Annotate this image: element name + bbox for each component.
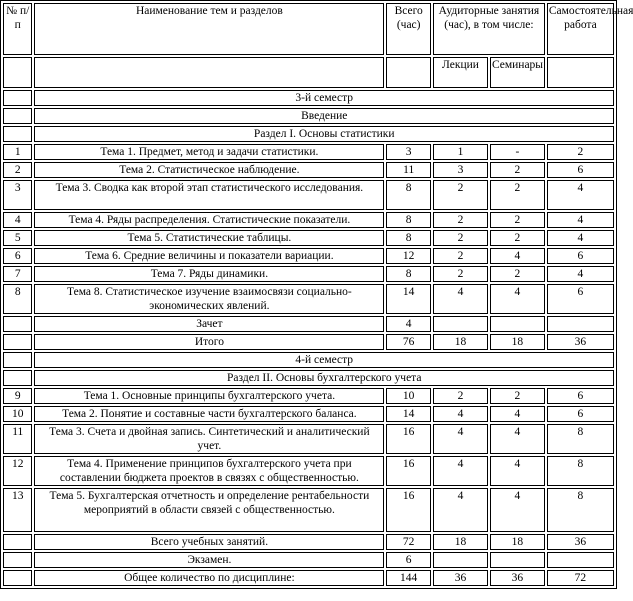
header-seminars: Семинары [490,57,545,88]
seminar-hours: 4 [490,456,545,486]
total-hours: 16 [386,456,431,486]
empty-cell [3,352,32,368]
itogo-lectures: 18 [433,334,488,350]
overall-total: 144 [386,570,431,586]
seminar-hours: 2 [490,266,545,282]
row-num: 11 [3,424,32,454]
topic-name: Тема 2. Статистическое наблюдение. [34,162,384,178]
zachet-row [3,316,614,332]
table-row [3,230,614,246]
empty-cell [3,552,32,568]
empty-cell [433,552,488,568]
exam-label: Экзамен. [34,552,384,568]
total-hours: 14 [386,406,431,422]
table-row [3,406,614,422]
lecture-hours: 3 [433,162,488,178]
topic-name: Тема 3. Счета и двойная запись. Синтетический и аналитический учет. [34,424,384,454]
self-study-hours: 6 [547,248,614,264]
table-row [3,212,614,228]
total-hours: 8 [386,230,431,246]
itogo-self: 36 [547,334,614,350]
empty-cell [3,90,32,106]
lecture-hours: 2 [433,248,488,264]
total-hours: 12 [386,248,431,264]
topic-name: Тема 5. Бухгалтерская отчетность и определение рентабельности мероприятий в области связей с общественностью. [34,488,384,532]
seminar-hours: 4 [490,406,545,422]
header-num: № п/п [3,3,32,55]
row-num: 9 [3,388,32,404]
overall-row [3,570,614,586]
overall-self: 72 [547,570,614,586]
self-study-hours: 8 [547,456,614,486]
total-classes-seminars: 18 [490,534,545,550]
self-study-hours: 6 [547,388,614,404]
total-classes-label: Всего учебных занятий. [34,534,384,550]
total-hours: 3 [386,144,431,160]
row-num: 3 [3,180,32,210]
self-study-hours: 6 [547,406,614,422]
topic-name: Тема 1. Предмет, метод и задачи статистики. [34,144,384,160]
empty-cell [3,534,32,550]
table-row [3,144,614,160]
topic-name: Тема 5. Статистические таблицы. [34,230,384,246]
row-num: 1 [3,144,32,160]
self-study-hours: 6 [547,162,614,178]
topic-name: Тема 3. Сводка как второй этап статистического исследования. [34,180,384,210]
total-classes-lectures: 18 [433,534,488,550]
seminar-hours: 2 [490,212,545,228]
seminar-hours: 2 [490,180,545,210]
header-self: Самостоятельная работа [547,3,614,55]
topic-name: Тема 2. Понятие и составные части бухгалтерского баланса. [34,406,384,422]
section-row [3,108,614,124]
empty-cell [547,316,614,332]
header-name: Наименование тем и разделов [34,3,384,55]
itogo-total: 76 [386,334,431,350]
row-num: 10 [3,406,32,422]
semester-3-title: 3-й семестр [34,90,614,106]
topic-name: Тема 1. Основные принципы бухгалтерского учета. [34,388,384,404]
table-row [3,162,614,178]
zachet-total: 4 [386,316,431,332]
self-study-hours: 8 [547,488,614,532]
part-1-title: Раздел I. Основы статистики [34,126,614,142]
topic-name: Тема 8. Статистическое изучение взаимосвязи социально-экономических явлений. [34,284,384,314]
row-num: 12 [3,456,32,486]
empty-cell [3,334,32,350]
seminar-hours: - [490,144,545,160]
self-study-hours: 8 [547,424,614,454]
intro-title: Введение [34,108,614,124]
self-study-hours: 2 [547,144,614,160]
empty-cell [386,57,431,88]
itogo-label: Итого [34,334,384,350]
itogo-seminars: 18 [490,334,545,350]
lecture-hours: 4 [433,424,488,454]
lecture-hours: 2 [433,388,488,404]
total-hours: 16 [386,488,431,532]
table-row [3,424,614,454]
header-row-1 [3,3,614,55]
total-classes-total: 72 [386,534,431,550]
header-row-2 [3,57,614,88]
topic-name: Тема 6. Средние величины и показатели вариации. [34,248,384,264]
row-num: 4 [3,212,32,228]
lecture-hours: 2 [433,230,488,246]
lecture-hours: 4 [433,284,488,314]
total-hours: 8 [386,212,431,228]
section-row [3,352,614,368]
lecture-hours: 2 [433,212,488,228]
empty-cell [34,57,384,88]
total-hours: 16 [386,424,431,454]
empty-cell [547,57,614,88]
part-2-title: Раздел II. Основы бухгалтерского учета [34,370,614,386]
row-num: 6 [3,248,32,264]
empty-cell [490,552,545,568]
header-auditory: Аудиторные занятия (час), в том числе: [433,3,545,55]
seminar-hours: 2 [490,230,545,246]
topic-name: Тема 4. Ряды распределения. Статистические показатели. [34,212,384,228]
table-row [3,388,614,404]
total-hours: 11 [386,162,431,178]
total-hours: 10 [386,388,431,404]
self-study-hours: 4 [547,180,614,210]
row-num: 13 [3,488,32,532]
topic-name: Тема 7. Ряды динамики. [34,266,384,282]
lecture-hours: 4 [433,406,488,422]
header-lectures: Лекции [433,57,488,88]
seminar-hours: 4 [490,424,545,454]
table-row [3,488,614,532]
self-study-hours: 4 [547,212,614,228]
row-num: 8 [3,284,32,314]
overall-seminars: 36 [490,570,545,586]
zachet-label: Зачет [34,316,384,332]
table-row [3,266,614,282]
table-row [3,456,614,486]
topic-name: Тема 4. Применение принципов бухгалтерского учета при составлении бюджета проектов в связях с общественностью. [34,456,384,486]
seminar-hours: 4 [490,284,545,314]
total-hours: 14 [386,284,431,314]
lecture-hours: 4 [433,456,488,486]
empty-cell [3,316,32,332]
lecture-hours: 1 [433,144,488,160]
empty-cell [547,552,614,568]
self-study-hours: 4 [547,230,614,246]
row-num: 7 [3,266,32,282]
section-row [3,126,614,142]
total-classes-self: 36 [547,534,614,550]
seminar-hours: 2 [490,388,545,404]
overall-label: Общее количество по дисциплине: [34,570,384,586]
total-hours: 8 [386,180,431,210]
overall-lectures: 36 [433,570,488,586]
empty-cell [3,108,32,124]
empty-cell [3,570,32,586]
exam-total: 6 [386,552,431,568]
empty-cell [433,316,488,332]
total-classes-row [3,534,614,550]
empty-cell [490,316,545,332]
section-row [3,370,614,386]
total-hours: 8 [386,266,431,282]
section-row [3,90,614,106]
empty-cell [3,57,32,88]
header-total: Всего (час) [386,3,431,55]
self-study-hours: 6 [547,284,614,314]
seminar-hours: 4 [490,248,545,264]
exam-row [3,552,614,568]
table-row [3,180,614,210]
empty-cell [3,370,32,386]
row-num: 2 [3,162,32,178]
lecture-hours: 2 [433,266,488,282]
semester-4-title: 4-й семестр [34,352,614,368]
row-num: 5 [3,230,32,246]
seminar-hours: 2 [490,162,545,178]
table-row [3,248,614,264]
itogo-row [3,334,614,350]
table-row [3,284,614,314]
self-study-hours: 4 [547,266,614,282]
lecture-hours: 4 [433,488,488,532]
lecture-hours: 2 [433,180,488,210]
empty-cell [3,126,32,142]
seminar-hours: 4 [490,488,545,532]
